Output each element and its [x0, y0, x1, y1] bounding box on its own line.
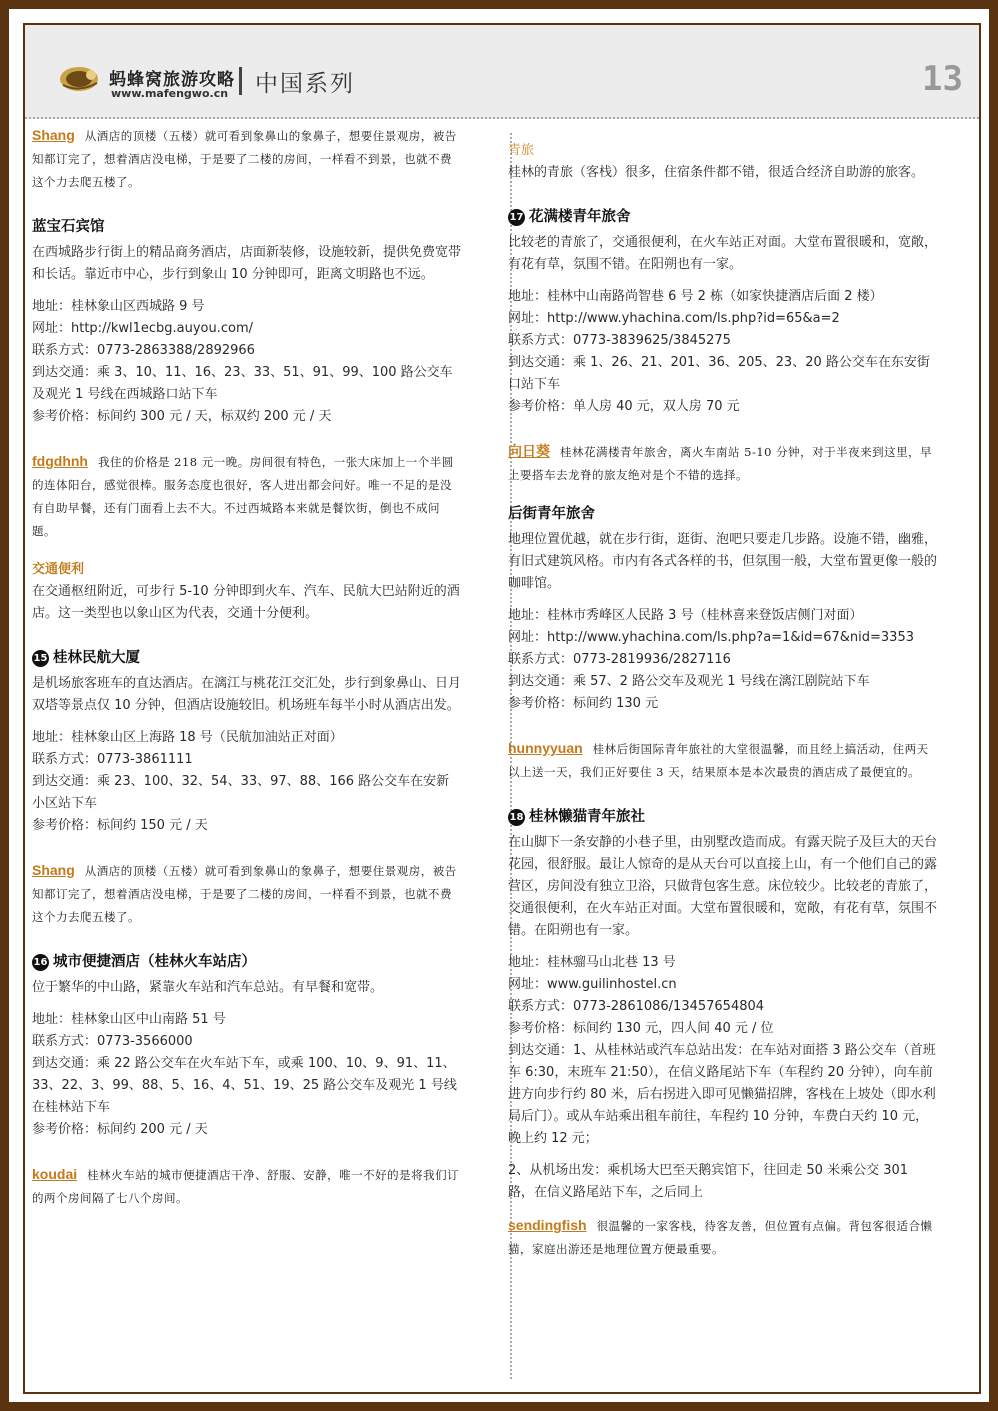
hotel-desc: 在西城路步行街上的精品商务酒店，店面新装修，设施较新，提供免费宽带和长话。靠近市中心，步行到象山 10 分钟即可，距离文明路也不远。 [32, 245, 462, 282]
review-xiangrikui [508, 440, 938, 487]
hotel-address: 地址：桂林市秀峰区人民路 3 号（桂林喜来登饭店侧门对面） [508, 608, 863, 623]
review-text: 桂林后街国际青年旅社的大堂很温馨，而且经上搞活动，住两天以上送一天，我们正好要住 3 天，结果原本是本次最贵的酒店成了最便宜的。 [508, 742, 929, 779]
hotel-desc: 在山脚下一条安静的小巷子里，由别墅改造而成。有露天院子及巨大的天台花园，很舒服。最让人惊奇的是从天台可以直接上山，有一个他们自己的露营区，房间没有独立卫浴，只做背包客生意。床位较少。比较老的青旅了，交通很便利，在火车站正对面。大堂布置很暖和，宽敞，有花有草，氛围不错。在阳朔也有一家。 [508, 835, 938, 938]
review-fdgdhnh [32, 450, 462, 543]
header-divider [239, 67, 242, 95]
hotel-contact: 联系方式：0773-2819936/2827116 [508, 652, 731, 667]
review-text: 从酒店的顶楼（五楼）就可看到象鼻山的象鼻子，想要住景观房，被告知都订完了，想着酒店没电梯，于是要了二楼的房间，一样看不到景，也就不费这个力去爬五楼了。 [32, 864, 457, 924]
hotel-address: 地址：桂林象山区西城路 9 号 [32, 299, 205, 314]
review-hunnyyuan [508, 737, 938, 784]
hotel-transport: 到达交通：乘 22 路公交车在火车站下车，或乘 100、10、9、91、11、33、22、3、99、88、5、16、4、51、19、25 路公交车及观光 1 号线在桂林站下车 [32, 1056, 457, 1115]
hotel-title-houjie: 后街青年旅舍 [508, 506, 595, 522]
review-username[interactable]: Shang [32, 127, 75, 143]
hotel-transport-1: 到达交通：1、从桂林站或汽车总站出发：在车站对面搭 3 路公交车（首班车 6:30，末班车 21:50），在信义路尾站下车（车程约 20 分钟），向车前进方向步行约 80 米，后右拐进入即可见懒猫招牌，客栈在上坡处（即水利局后门）。或从车站乘出租车前往，车程约 10 分钟，车费白天约 10 元，晚上约 12 元； [508, 1043, 936, 1146]
number-badge: 16 [32, 954, 49, 971]
hotel-price: 参考价格：标间约 300 元 / 天，标双约 200 元 / 天 [32, 409, 332, 424]
review-username[interactable]: hunnyyuan [508, 740, 583, 756]
hotel-title-16 [32, 951, 462, 973]
hotel-website[interactable]: 网址：http://www.yhachina.com/ls.php?a=1&id=67&nid=3353 [508, 630, 914, 645]
hotel-contact: 联系方式：0773-3839625/3845275 [508, 333, 731, 348]
page-number: 13 [922, 59, 963, 99]
hotel-name: 桂林懒猫青年旅社 [529, 809, 645, 825]
hotel-transport-2: 2、从机场出发：乘机场大巴至天鹅宾馆下，往回走 50 米乘公交 301 路，在信义路尾站下车，之后同上 [508, 1163, 909, 1200]
number-badge: 18 [508, 809, 525, 826]
section-tag-hostel: 青旅 [508, 143, 535, 158]
hotel-price: 参考价格：单人房 40 元，双人房 70 元 [508, 399, 740, 414]
hotel-price: 参考价格：标间约 200 元 / 天 [32, 1122, 208, 1137]
hotel-contact: 联系方式：0773-2863388/2892966 [32, 343, 255, 358]
hotel-contact: 联系方式：0773-2861086/13457654804 [508, 999, 765, 1014]
hotel-contact: 联系方式：0773-3566000 [32, 1034, 193, 1049]
hotel-desc: 是机场旅客班车的直达酒店。在漓江与桃花江交汇处，步行到象鼻山、日月双塔等景点仅 10 分钟，但酒店设施较旧。机场班车每半小时从酒店出发。 [32, 676, 462, 713]
hotel-address: 地址：桂林象山区中山南路 51 号 [32, 1012, 226, 1027]
brand-name: 蚂蜂窝旅游攻略 [109, 70, 235, 90]
review-koudai [32, 1163, 462, 1210]
hotel-price: 参考价格：标间约 150 元 / 天 [32, 818, 208, 833]
number-badge: 17 [508, 209, 525, 226]
review-username[interactable]: sendingfish [508, 1217, 587, 1233]
mafengwo-logo-icon [57, 63, 105, 93]
review-text: 从酒店的顶楼（五楼）就可看到象鼻山的象鼻子，想要住景观房，被告知都订完了，想着酒店没电梯，于是要了二楼的房间，一样看不到景，也就不费这个力去爬五楼了。 [32, 129, 457, 189]
review-sendingfish [508, 1214, 938, 1261]
review-username[interactable]: koudai [32, 1166, 78, 1182]
review-username[interactable]: fdgdhnh [32, 453, 88, 469]
brand-url: www.mafengwo.cn [111, 87, 229, 100]
hotel-title-15 [32, 647, 462, 669]
review-text: 桂林火车站的城市便捷酒店干净、舒服、安静，唯一不好的是将我们订的两个房间隔了七八个房间。 [32, 1168, 460, 1205]
hotel-transport: 到达交通：乘 57、2 路公交车及观光 1 号线在漓江剧院站下车 [508, 674, 870, 689]
hotel-transport: 到达交通：乘 23、100、32、54、33、97、88、166 路公交车在安新小区站下车 [32, 774, 450, 811]
hotel-desc: 地理位置优越，就在步行街，逛街、泡吧只要走几步路。设施不错，幽雅，有旧式建筑风格。市内有各式各样的书，但氛围一般，大堂布置更像一般的咖啡馆。 [508, 532, 938, 591]
hotel-transport: 到达交通：乘 3、10、11、16、23、33、51、91、99、100 路公交车及观光 1 号线在西城路口站下车 [32, 365, 453, 402]
hotel-address: 地址：桂林象山区上海路 18 号（民航加油站正对面） [32, 730, 343, 745]
series-title: 中国系列 [255, 71, 355, 97]
review-username[interactable]: Shang [32, 862, 75, 878]
hotel-desc: 比较老的青旅了，交通很便利，在火车站正对面。大堂布置很暖和，宽敞，有花有草，氛围不错。在阳朔也有一家。 [508, 235, 938, 272]
hotel-name: 城市便捷酒店（桂林火车站店） [53, 954, 256, 970]
hotel-website[interactable]: 网址：www.guilinhostel.cn [508, 977, 677, 992]
number-badge: 15 [32, 650, 49, 667]
hotel-name: 桂林民航大厦 [53, 650, 140, 666]
section-desc-traffic: 在交通枢纽附近，可步行 5-10 分钟即到火车、汽车、民航大巴站附近的酒店。这一类型也以象山区为代表，交通十分便利。 [32, 584, 460, 621]
hotel-price: 参考价格：标间约 130 元，四人间 40 元 / 位 [508, 1021, 774, 1036]
hotel-desc: 位于繁华的中山路，紧靠火车站和汽车总站。有早餐和宽带。 [32, 980, 384, 995]
hotel-address: 地址：桂林骝马山北巷 13 号 [508, 955, 676, 970]
hotel-website[interactable]: 网址：http://www.yhachina.com/ls.php?id=65&a=2 [508, 311, 840, 326]
hotel-website[interactable]: 网址：http://kwl1ecbg.auyou.com/ [32, 321, 254, 336]
review-text: 很温馨的一家客栈，待客友善，但位置有点偏。背包客很适合懒猫，家庭出游还是地理位置方便最重要。 [508, 1219, 933, 1256]
review-shang-2 [32, 859, 462, 929]
review-shang-1 [32, 124, 462, 194]
left-column [32, 124, 462, 1210]
hotel-price: 参考价格：标间约 130 元 [508, 696, 659, 711]
hotel-transport: 到达交通：乘 1、26、21、201、36、205、23、20 路公交车在东安街口站下车 [508, 355, 930, 392]
review-text: 我住的价格是 218 元一晚。房间很有特色，一张大床加上一个半圆的连体阳台，感觉很棒。服务态度也很好，客人进出都会问好。唯一不足的是没有自助早餐，还有门面看上去不大。不过西城路本来就是餐饮街，倒也不成问题。 [32, 455, 454, 538]
section-title-traffic: 交通便利 [32, 562, 85, 577]
review-username[interactable]: 向日葵 [508, 443, 550, 459]
page-header [25, 25, 979, 119]
right-column [508, 140, 938, 1261]
hotel-contact: 联系方式：0773-3861111 [32, 752, 193, 767]
hotel-title-18 [508, 806, 938, 828]
hotel-title-lanbaoshi: 蓝宝石宾馆 [32, 219, 105, 235]
hotel-name: 花满楼青年旅舍 [529, 209, 631, 225]
hotel-title-17 [508, 206, 938, 228]
section-desc-hostel: 桂林的青旅（客栈）很多，住宿条件都不错，很适合经济自助游的旅客。 [508, 165, 925, 180]
hotel-address: 地址：桂林中山南路尚智巷 6 号 2 栋（如家快捷酒店后面 2 楼） [508, 289, 883, 304]
review-text: 桂林花满楼青年旅舍，离火车南站 5-10 分钟，对于半夜来到这里，早上要搭车去龙脊的旅友绝对是个不错的选择。 [508, 445, 933, 482]
